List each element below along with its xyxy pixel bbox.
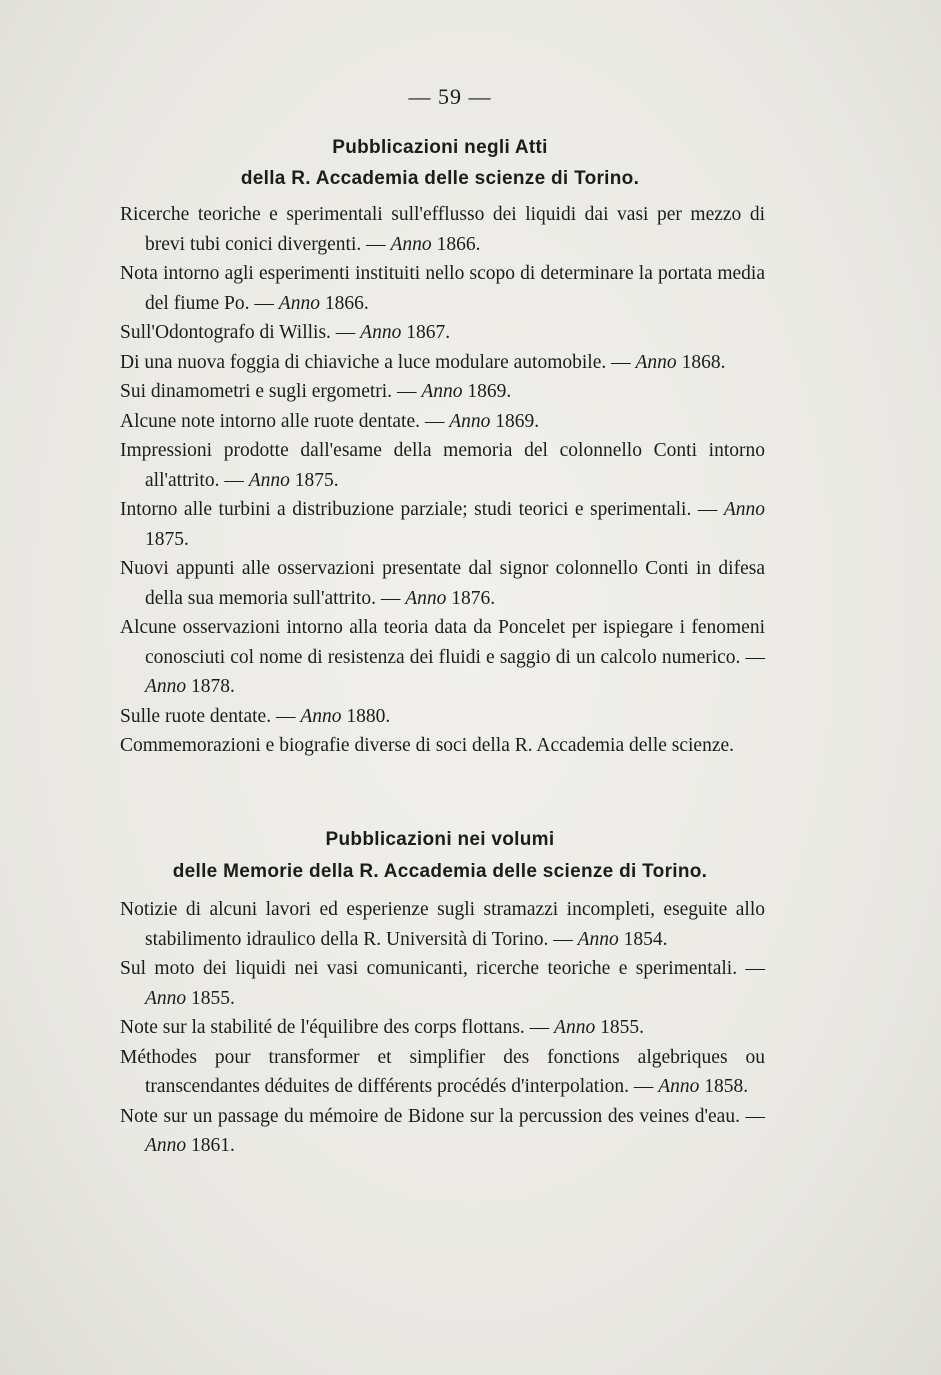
list-item: Di una nuova foggia di chiaviche a luce modulare automobile. — Anno 1868. — [120, 351, 726, 373]
list-item: Commemorazioni e biografie diverse di soci della R. Accademia delle scienze. — [120, 735, 735, 756]
list-item: Méthodes pour transformer et simplifier des fonctions algebriques ou transcendantes déduites de différents procédés d'interpolation. — Anno 1858. — [120, 1046, 765, 1097]
list-item: Alcune osservazioni intorno alla teoria data da Poncelet per ispiegare i fenomeni conosciuti col nome di resistenza dei fluidi e saggio di un calcolo numerico. — Anno 1878. — [120, 617, 766, 697]
list-item: Alcune note intorno alle ruote dentate. — Anno 1869. — [120, 410, 540, 432]
list-item: Note sur la stabilité de l'équilibre des corps flottans. — Anno 1855. — [120, 1017, 644, 1038]
section2-heading-line2: delle Memorie della R. Accademia delle scienze di Torino. — [172, 861, 708, 882]
list-item: Sui dinamometri e sugli ergometri. — Anno 1869. — [120, 381, 512, 402]
section1-heading-line1: Pubblicazioni negli Atti — [332, 137, 548, 158]
list-item: Notizie di alcuni lavori ed esperienze sugli stramazzi incompleti, eseguite allo stabilimento idraulico della R. Università di Torino. — Anno 1854. — [120, 899, 765, 950]
section1-heading-line2: della R. Accademia delle scienze di Torino. — [240, 168, 640, 189]
list-item: Impressioni prodotte dall'esame della memoria del colonnello Conti intorno all'attrito. — Anno 1875. — [120, 440, 765, 491]
section2-entry-list — [120, 895, 765, 1161]
section2-heading-line1: Pubblicazioni nei volumi — [325, 829, 555, 850]
list-item: Note sur un passage du mémoire de Bidone sur la percussion des veines d'eau. — Anno 1861. — [120, 1105, 766, 1156]
list-item: Sulle ruote dentate. — Anno 1880. — [120, 705, 391, 727]
list-item: Sul moto dei liquidi nei vasi comunicanti, ricerche teoriche e sperimentali. — Anno 1855. — [120, 958, 766, 1009]
list-item: Nuovi appunti alle osservazioni presentate dal signor colonnello Conti in difesa della sua memoria sull'attrito. — Anno 1876. — [120, 558, 765, 609]
list-item: Ricerche teoriche e sperimentali sull'efflusso dei liquidi dai vasi per mezzo di brevi tubi conici divergenti. — Anno 1866. — [120, 204, 765, 255]
section1-entry-list — [120, 200, 765, 761]
list-item: Intorno alle turbini a distribuzione parziale; studi teorici e sperimentali. — Anno 1875. — [120, 499, 766, 550]
page-number: — 59 — — [408, 84, 492, 109]
list-item: Sull'Odontografo di Willis. — Anno 1867. — [120, 322, 451, 343]
list-item: Nota intorno agli esperimenti instituiti nello scopo di determinare la portata media del fiume Po. — Anno 1866. — [120, 263, 765, 314]
